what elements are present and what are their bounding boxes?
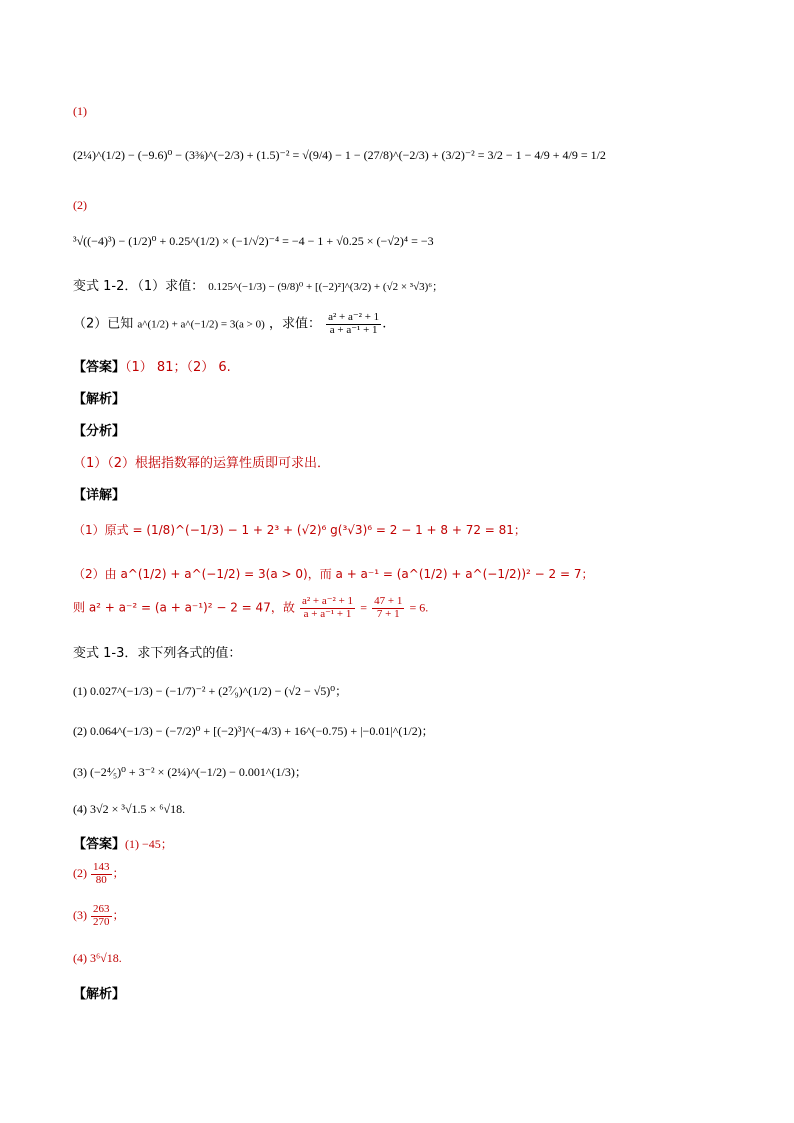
xiangjie-step3-prefix: 则 a² + a⁻² = (a + a⁻¹)² − 2 = 47，故 <box>73 600 295 615</box>
step3-fraction-1 <box>300 596 355 620</box>
question-2: (2) 0.064^(−1/3) − (−7/2)⁰ + [(−2)³]^(−4/3) + 16^(−0.75) + |−0.01|^(1/2)； <box>73 724 434 738</box>
step3-result: = 6. <box>409 600 429 615</box>
step3-fraction-2 <box>372 596 404 620</box>
variant-1-3-title: 变式 1-3．求下列各式的值： <box>73 646 242 661</box>
analysis-tag: 【解析】 <box>73 392 126 407</box>
variant-1-2-expr1: 0.125^(−1/3) − (9/8)⁰ + [(−2)²]^(3/2) + (√2 × ³√3)⁶； <box>208 281 444 293</box>
fraction-denominator: 7 + 1 <box>376 607 400 620</box>
part2-equation: ³√((−4)³) − (1/2)⁰ + 0.25^(1/2) × (−1/√2)⁻⁴ = −4 − 1 + √0.25 × (−√2)⁴ = −3 <box>73 234 434 248</box>
answer-2-fraction <box>91 862 112 886</box>
variant-1-2-title: 变式 1-2．（1）求值： <box>73 279 205 294</box>
question-4: (4) 3√2 × ³√1.5 × ⁶√18. <box>73 802 186 816</box>
xiangjie-step1: （1）原式 = (1/8)^(−1/3) − 1 + 2³ + (√2)⁶ g(³√3)⁶ = 2 − 1 + 8 + 72 = 81； <box>73 523 526 537</box>
answer-tag: 【答案】 <box>73 360 126 375</box>
answer-4: (4) 3⁶√18. <box>73 951 122 965</box>
fraction-denominator: 270 <box>93 915 110 928</box>
answer-1: (1) −45； <box>125 837 173 851</box>
answer-text: （1） 81；（2） 6. <box>125 360 231 375</box>
xiangjie-step2: （2）由 a^(1/2) + a^(−1/2) = 3(a > 0)，而 a + a⁻¹ = (a^(1/2) + a^(−1/2))² − 2 = 7； <box>73 567 594 581</box>
xiangjie-tag: 【详解】 <box>73 488 126 503</box>
variant-1-2-part1 <box>73 275 443 294</box>
variant-1-2-part2-prefix: （2）已知 <box>73 316 134 332</box>
variant-1-2-condition: a^(1/2) + a^(−1/2) = 3(a > 0) <box>137 318 265 331</box>
fenxi-tag: 【分析】 <box>73 424 126 439</box>
fraction-numerator: 263 <box>93 903 110 915</box>
fraction-denominator: a + a⁻¹ + 1 <box>329 323 378 336</box>
answer-3-fraction <box>91 904 112 928</box>
equals-sign: = <box>360 600 367 615</box>
variant-1-2-fraction <box>326 312 381 336</box>
fraction-numerator: 143 <box>93 861 110 873</box>
fenxi-text: （1）（2）根据指数幂的运算性质即可求出． <box>73 456 331 471</box>
part1-equation: (2¼)^(1/2) − (−9.6)⁰ − (3⅜)^(−2/3) + (1.5)⁻² = √(9/4) − 1 − (27/8)^(−2/3) + (3/2)⁻² = 3/2 − 1 − 4/9 + 4/9 = 1/2 <box>73 148 606 162</box>
variant-1-2-part2 <box>73 312 386 336</box>
part2-label: (2) <box>73 198 87 212</box>
part1-label: (1) <box>73 104 87 118</box>
answer-2-label: (2) <box>73 865 87 880</box>
question-1: (1) 0.027^(−1/3) − (−1/7)⁻² + (2⁷⁄₉)^(1/2) − (√2 − √5)⁰； <box>73 684 348 698</box>
xiangjie-step3 <box>73 596 428 620</box>
answer-3 <box>73 904 125 928</box>
question-3: (3) (−2⁴⁄₅)⁰ + 3⁻² × (2¼)^(−1/2) − 0.001^(1/3)； <box>73 765 307 779</box>
fraction-numerator: a² + a⁻² + 1 <box>328 311 380 323</box>
semicolon: ； <box>112 907 125 922</box>
fraction-numerator: a² + a⁻² + 1 <box>301 595 354 607</box>
answer-2 <box>73 862 125 886</box>
answer-line-1 <box>73 356 231 375</box>
answer-tag: 【答案】 <box>73 837 126 852</box>
fraction-numerator: 47 + 1 <box>374 595 403 607</box>
semicolon: ； <box>112 865 125 880</box>
answer-3-label: (3) <box>73 907 87 922</box>
variant-1-2-ask: ，求值： <box>268 316 321 332</box>
fraction-denominator: 80 <box>95 873 107 886</box>
analysis-tag-2: 【解析】 <box>73 987 126 1002</box>
period: . <box>382 316 387 332</box>
answer-line-2 <box>73 833 173 852</box>
fraction-denominator: a + a⁻¹ + 1 <box>303 607 352 620</box>
